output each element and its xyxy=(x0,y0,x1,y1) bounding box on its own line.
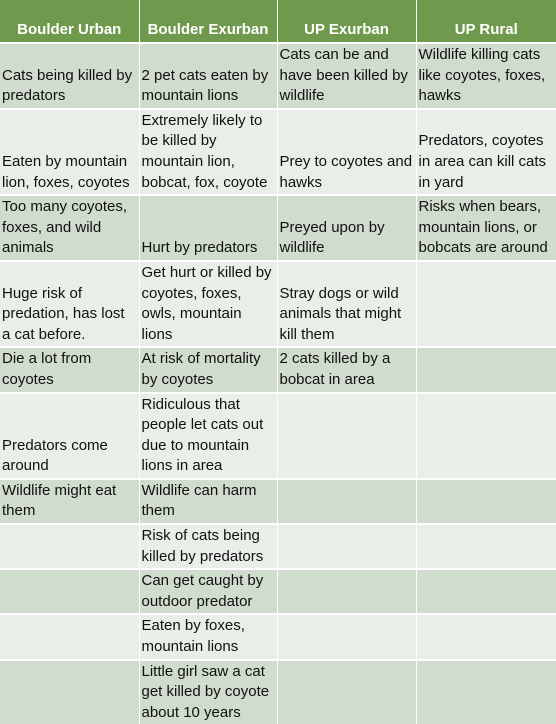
table-row xyxy=(0,393,556,479)
table-cell: Preyed upon by wildlife xyxy=(277,195,416,261)
table-body xyxy=(0,43,556,724)
table-cell: Get hurt or killed by coyotes, foxes, owls, mountain lions xyxy=(139,261,277,347)
table-cell xyxy=(277,524,416,569)
header-boulder-exurban: Boulder Exurban xyxy=(139,0,277,43)
table-cell: Predators, coyotes in area can kill cats in yard xyxy=(416,109,556,195)
table-cell xyxy=(277,614,416,659)
table-cell xyxy=(416,660,556,724)
table-cell: Little girl saw a cat get killed by coyote about 10 years xyxy=(139,660,277,724)
table-row xyxy=(0,43,556,109)
header-up-exurban: UP Exurban xyxy=(277,0,416,43)
table-cell xyxy=(0,660,139,724)
header-row xyxy=(0,0,556,43)
table-cell: Risk of cats being killed by predators xyxy=(139,524,277,569)
table-row xyxy=(0,660,556,724)
header-up-rural: UP Rural xyxy=(416,0,556,43)
table-cell: Stray dogs or wild animals that might kill them xyxy=(277,261,416,347)
header-boulder-urban: Boulder Urban xyxy=(0,0,139,43)
table-cell xyxy=(416,569,556,614)
table-row xyxy=(0,569,556,614)
table-cell: Cats being killed by predators xyxy=(0,43,139,109)
table-row xyxy=(0,261,556,347)
table-cell: Eaten by foxes, mountain lions xyxy=(139,614,277,659)
table-cell xyxy=(416,393,556,479)
table-cell: 2 pet cats eaten by mountain lions xyxy=(139,43,277,109)
table-cell: Huge risk of predation, has lost a cat before. xyxy=(0,261,139,347)
table-cell xyxy=(0,524,139,569)
table-cell: At risk of mortality by coyotes xyxy=(139,347,277,392)
table-row xyxy=(0,524,556,569)
table-cell: Too many coyotes, foxes, and wild animals xyxy=(0,195,139,261)
table-cell: Can get caught by outdoor predator xyxy=(139,569,277,614)
table-cell: Cats can be and have been killed by wildlife xyxy=(277,43,416,109)
table-row xyxy=(0,195,556,261)
table-cell: Wildlife killing cats like coyotes, foxes, hawks xyxy=(416,43,556,109)
table-cell xyxy=(277,569,416,614)
table-cell: Eaten by mountain lion, foxes, coyotes xyxy=(0,109,139,195)
table-cell xyxy=(277,393,416,479)
table-header xyxy=(0,0,556,43)
table-row xyxy=(0,614,556,659)
table-cell xyxy=(416,479,556,524)
table-row xyxy=(0,479,556,524)
table-cell: Hurt by predators xyxy=(139,195,277,261)
table-cell xyxy=(0,614,139,659)
table-cell xyxy=(416,261,556,347)
table-cell: Wildlife can harm them xyxy=(139,479,277,524)
table-cell xyxy=(0,569,139,614)
table-cell: Die a lot from coyotes xyxy=(0,347,139,392)
table-cell: Predators come around xyxy=(0,393,139,479)
table-cell: Prey to coyotes and hawks xyxy=(277,109,416,195)
table-cell: Ridiculous that people let cats out due to mountain lions in area xyxy=(139,393,277,479)
table-cell xyxy=(277,479,416,524)
table-cell xyxy=(277,660,416,724)
table-cell xyxy=(416,347,556,392)
table-cell: 2 cats killed by a bobcat in area xyxy=(277,347,416,392)
table-cell: Wildlife might eat them xyxy=(0,479,139,524)
table-cell xyxy=(416,524,556,569)
table-cell: Extremely likely to be killed by mountain lion, bobcat, fox, coyote xyxy=(139,109,277,195)
table-row xyxy=(0,109,556,195)
table-cell xyxy=(416,614,556,659)
table-cell: Risks when bears, mountain lions, or bobcats are around xyxy=(416,195,556,261)
table-row xyxy=(0,347,556,392)
